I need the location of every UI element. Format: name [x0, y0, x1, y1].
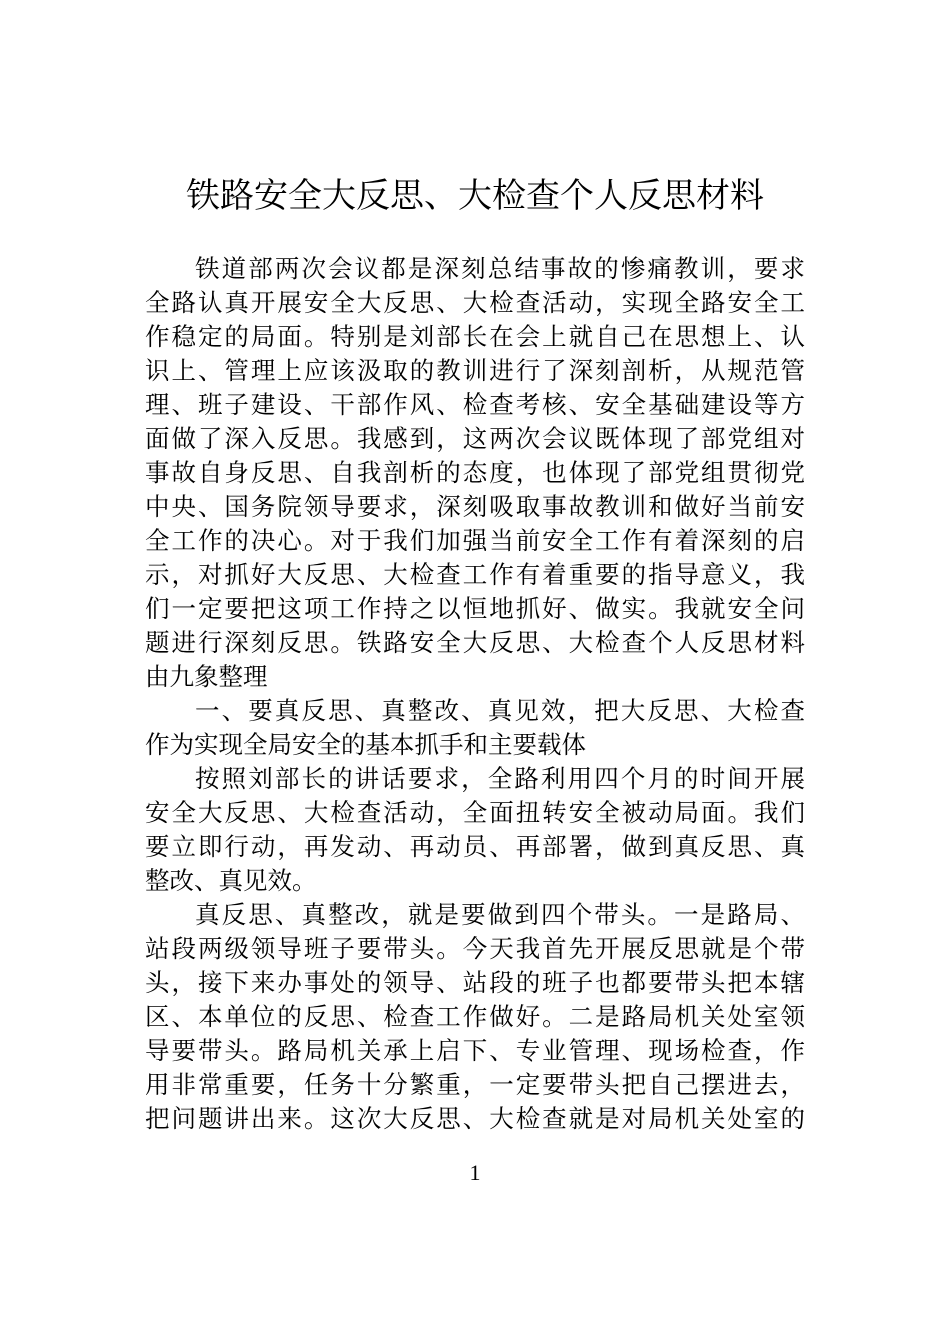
- text-line: 理、班子建设、干部作风、检查考核、安全基础建设等方: [145, 390, 805, 419]
- text-line: 作为实现全局安全的基本抓手和主要载体: [145, 730, 586, 759]
- paragraph: [145, 694, 805, 762]
- text-line: 中央、国务院领导要求，深刻吸取事故教训和做好当前安: [145, 492, 805, 521]
- text-line: 真反思、真整改，就是要做到四个带头。一是路局、: [195, 900, 805, 929]
- text-line: 头，接下来办事处的领导、站段的班子也都要带头把本辖: [145, 968, 805, 997]
- text-line: 识上、管理上应该汲取的教训进行了深刻剖析，从规范管: [145, 356, 805, 385]
- text-line: 作稳定的局面。特别是刘部长在会上就自己在思想上、认: [145, 322, 805, 351]
- text-line: 按照刘部长的讲话要求，全路利用四个月的时间开展: [195, 764, 805, 793]
- paragraph: [145, 762, 805, 898]
- text-line: 示，对抓好大反思、大检查工作有着重要的指导意义，我: [145, 560, 805, 589]
- text-line: 铁道部两次会议都是深刻总结事故的惨痛教训，要求: [195, 254, 805, 283]
- document-title: 铁路安全大反思、大检查个人反思材料: [186, 176, 764, 216]
- text-line: 用非常重要，任务十分繁重，一定要带头把自己摆进去，: [145, 1070, 805, 1099]
- paragraph: [145, 898, 805, 1136]
- text-line: 事故自身反思、自我剖析的态度，也体现了部党组贯彻党: [145, 458, 805, 487]
- text-line: 整改、真见效。: [145, 866, 317, 895]
- text-line: 一、要真反思、真整改、真见效，把大反思、大检查: [195, 696, 805, 725]
- document-body: [145, 252, 805, 1136]
- text-line: 由九象整理: [145, 662, 268, 691]
- text-line: 们一定要把这项工作持之以恒地抓好、做实。我就安全问: [145, 594, 805, 623]
- text-line: 把问题讲出来。这次大反思、大检查就是对局机关处室的: [145, 1104, 805, 1133]
- text-line: 全路认真开展安全大反思、大检查活动，实现全路安全工: [145, 288, 805, 317]
- text-line: 题进行深刻反思。铁路安全大反思、大检查个人反思材料: [145, 628, 805, 657]
- text-line: 站段两级领导班子要带头。今天我首先开展反思就是个带: [145, 934, 805, 963]
- text-line: 导要带头。路局机关承上启下、专业管理、现场检查，作: [145, 1036, 805, 1065]
- page-number: 1: [469, 1160, 481, 1185]
- text-line: 要立即行动，再发动、再动员、再部署，做到真反思、真: [145, 832, 805, 861]
- text-line: 全工作的决心。对于我们加强当前安全工作有着深刻的启: [145, 526, 805, 555]
- paragraph: [145, 252, 805, 694]
- text-line: 面做了深入反思。我感到，这两次会议既体现了部党组对: [145, 424, 805, 453]
- text-line: 安全大反思、大检查活动，全面扭转安全被动局面。我们: [145, 798, 805, 827]
- text-line: 区、本单位的反思、检查工作做好。二是路局机关处室领: [145, 1002, 805, 1031]
